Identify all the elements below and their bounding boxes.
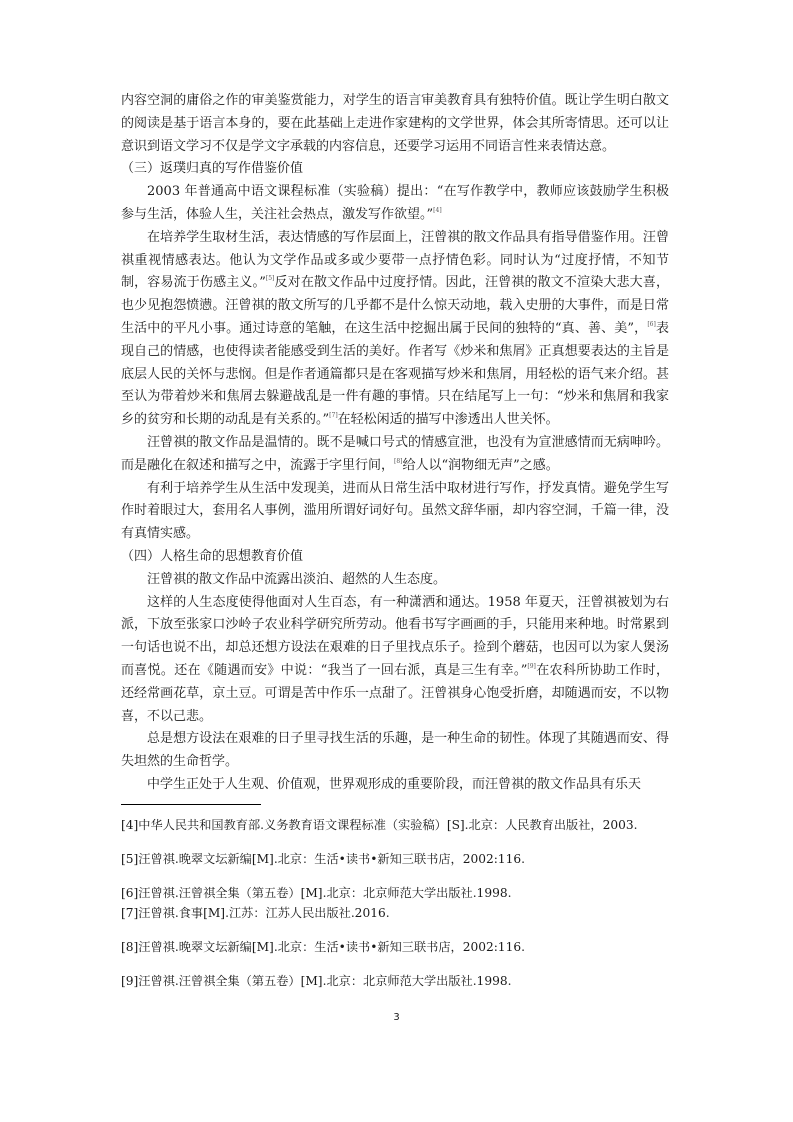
document-page	[121, 90, 669, 991]
paragraph-curriculum-standard: 2003 年普通高中语文课程标准（实验稿）提出：“在写作教学中，教师应该鼓励学生积极参与生活，体验人生，关注社会热点，激发写作欲望。”[4]	[121, 184, 669, 222]
footnote-4: [4]中华人民共和国教育部.义务教育语文课程标准（实验稿）[S].北京：人民教育出版社，2003.	[121, 817, 638, 832]
footnote-separator	[121, 804, 261, 805]
footnote-9: [9]汪曾祺.汪曾祺全集（第五卷）[M].北京：北京师范大学出版社.1998.	[121, 973, 512, 988]
paragraph-warmth: 汪曾祺的散文作品是温情的。既不是喊口号式的情感宣泄，也没有为宣泄感情而无病呻吟。而是融化在叙述和描写之中，流露于字里行间，[8]给人以“润物细无声”之感。	[121, 434, 669, 473]
footnote-ref-9: [9]	[527, 662, 536, 670]
paragraph-writing-guidance: 在培养学生取材生活，表达情感的写作层面上，汪曾祺的散文作品具有指导借鉴作用。汪曾祺重视情感表达。他认为文学作品或多或少要带一点抒情色彩。同时认为“过度抒情，不知节制，容易流于伤感主义。”[5]反对在散文作品中过度抒情。因此，汪曾祺的散文不渲染大悲大喜，也少见抱怨愤懑。汪曾祺的散文所写的几乎都不是什么惊天动地，载入史册的大事件，而是日常生活中的平凡小事。通过诗意的笔触，在这生活中挖掘出属于民间的独特的“真、善、美”，[6]表现自己的情感，也使得读者能感受到生活的美好。作者写《炒米和焦屑》正真想要表达的主旨是底层人民的关怀与悲悯。但是作者通篇都只是在客观描写炒米和焦屑，用轻松的语气来介绍。甚至认为带着炒米和焦屑去躲避战乱是一件有趣的事情。只在结尾写上一句：“炒米和焦屑和我家乡的贫穷和长期的动乱是有关系的。”[7]在轻松闲适的描写中渗透出人世关怀。	[121, 229, 669, 428]
paragraph-life-attitude: 汪曾祺的散文作品中流露出淡泊、超然的人生态度。	[147, 571, 447, 587]
paragraph-student-writing: 有利于培养学生从生活中发现美，进而从日常生活中取材进行写作，抒发真情。避免学生写作时着眼过大，套用名人事例，滥用所谓好词好句。虽然文辞华丽，却内容空洞，千篇一律，没有真情实感。	[121, 480, 669, 542]
footnote-7: [7]汪曾祺.食事[M].江苏：江苏人民出版社.2016.	[121, 905, 390, 920]
footnote-ref-6: [6]	[647, 320, 656, 328]
section-heading-3: （三）返璞归真的写作借鉴价值	[121, 161, 304, 177]
footnote-6: [6]汪曾祺.汪曾祺全集（第五卷）[M].北京：北京师范大学出版社.1998.	[121, 885, 512, 900]
section-heading-4: （四）人格生命的思想教育价值	[121, 548, 304, 564]
paragraph-students-values: 中学生正处于人生观、价值观，世界观形成的重要阶段，而汪曾祺的散文作品具有乐天	[147, 776, 642, 792]
paragraph-biography: 这样的人生态度使得他面对人生百态，有一种潇洒和通达。1958 年夏天，汪曾祺被划为右派，下放至张家口沙岭子农业科学研究所劳动。他看书写字画画的手，只能用来种地。时常累到一句话也说不出，却总还想方设法在艰难的日子里找点乐子。捡到个蘑菇，也因可以为家人煲汤而喜悦。还在《随遇而安》中说：“我当了一回右派，真是三生有幸。”[9]在农科所协助工作时，还经常画花草，京土豆。可谓是苦中作乐一点甜了。汪曾祺身心饱受折磨，却随遇而安，不以物喜，不以己悲。	[121, 594, 669, 724]
paragraph-continued: 内容空洞的庸俗之作的审美鉴赏能力，对学生的语言审美教育具有独特价值。既让学生明白散文的阅读是基于语言本身的，要在此基础上走进作家建构的文学世界，体会其所寄情思。还可以让意识到语文学习不仅是学文字承载的内容信息，还要学习运用不同语言性来表情达意。	[121, 93, 669, 154]
footnote-ref-8: [8]	[394, 457, 403, 465]
footnote-5: [5]汪曾祺.晚翠文坛新编[M].北京：生活•读书•新知三联书店，2002:116.	[121, 851, 525, 866]
page-number: 3	[393, 1012, 400, 1023]
footnote-ref-5: [5]	[265, 275, 275, 283]
footnote-ref-4: [4]	[433, 206, 442, 214]
footnote-8: [8]汪曾祺.晚翠文坛新编[M].北京：生活•读书•新知三联书店，2002:116.	[121, 939, 525, 954]
footnote-ref-7: [7]	[329, 412, 338, 420]
paragraph-resilience: 总是想方设法在艰难的日子里寻找生活的乐趣，是一种生命的韧性。体现了其随遇而安、得失坦然的生命哲学。	[121, 731, 669, 770]
